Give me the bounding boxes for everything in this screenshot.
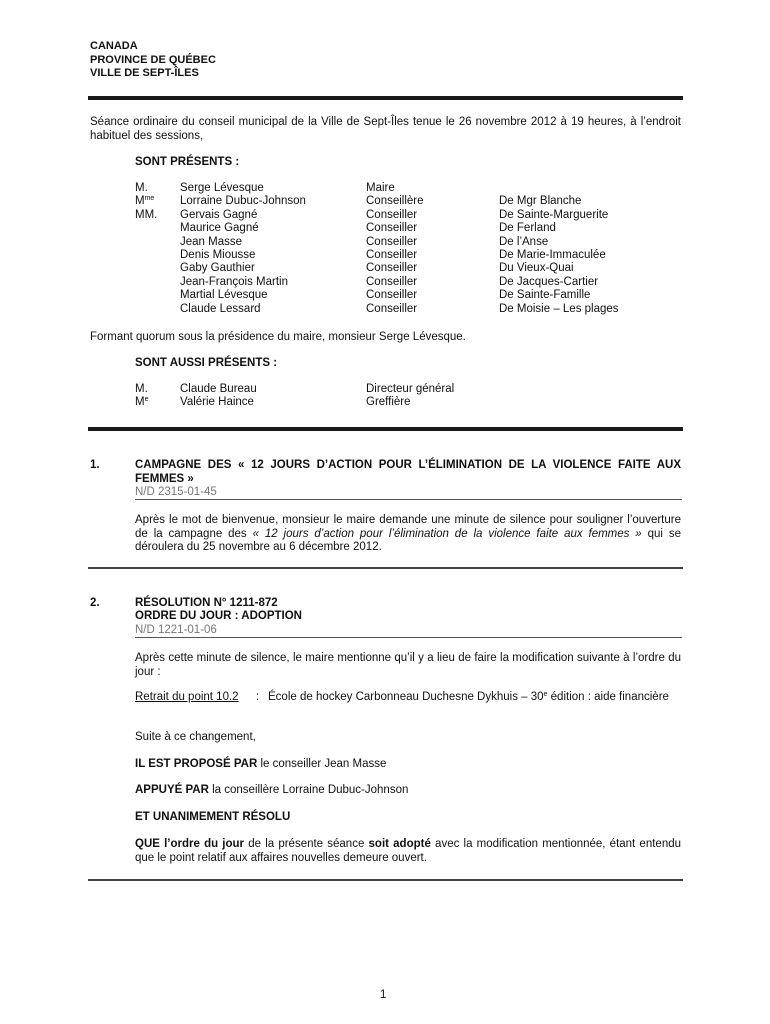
section2-transition: Suite à ce changement,	[135, 731, 256, 743]
attendee-district: De Marie-Immaculée	[499, 249, 606, 261]
resolved-line: ET UNANIMEMENT RÉSOLU	[135, 811, 291, 823]
attendee-name: Serge Lévesque	[180, 182, 264, 194]
attendee-role: Conseiller	[366, 208, 418, 221]
attendee-role: Conseiller	[366, 289, 418, 302]
seconded-by: la conseillère Lorraine Dubuc-Johnson	[208, 784, 409, 796]
attendee-title	[135, 396, 149, 410]
attendee-role: Conseiller	[366, 262, 418, 275]
attendee-title	[135, 209, 157, 223]
section1-reference: N/D 2315-01-45	[135, 486, 217, 498]
attendee-name: Claude Bureau	[180, 383, 257, 395]
attendee-role: Conseiller	[366, 235, 418, 248]
attendee-title-text: MM.	[135, 208, 158, 221]
attendee-role: Maire	[366, 182, 395, 194]
section-divider-3	[88, 879, 683, 881]
section2-underline	[135, 637, 682, 638]
quorum-text: Formant quorum sous la présidence du maire, monsieur Serge Lévesque.	[90, 331, 466, 343]
attendee-role: Conseillère	[366, 195, 424, 208]
attendee-row	[0, 303, 770, 317]
header-province: PROVINCE DE QUÉBEC	[90, 53, 216, 66]
resolution-rest: avec la modification mentionnée, étant entendu que le point relatif aux affaires nouvelles demeure ouvert.	[135, 838, 682, 864]
withdraw-colon: :	[256, 691, 260, 703]
section-divider-2	[88, 567, 683, 569]
section1-body	[135, 514, 681, 555]
attendee-role: Greffière	[366, 396, 411, 409]
attendee-name: Gaby Gauthier	[180, 262, 255, 275]
page-number: 1	[380, 989, 387, 1001]
attendee-row	[0, 383, 770, 397]
seconded-label: APPUYÉ PAR	[135, 784, 209, 796]
attendee-title-text: M.	[135, 383, 148, 395]
section1-title: CAMPAGNE DES « 12 JOURS D’ACTION POUR L’ÉLIMINATION DE LA VIOLENCE FAITE AUX FEMMES »	[135, 459, 681, 485]
attendee-name: Valérie Haince	[180, 396, 254, 409]
attendee-district: De Moisie – Les plages	[499, 302, 619, 315]
attendee-district: De Jacques-Cartier	[499, 275, 599, 288]
section2-resolution-number: RÉSOLUTION N° 1211-872	[135, 597, 278, 609]
resolution-text	[135, 838, 681, 865]
attendee-title	[135, 195, 154, 209]
attendee-row	[0, 236, 770, 250]
seconded-line	[135, 784, 408, 798]
header-city: VILLE DE SEPT-ÎLES	[90, 67, 199, 79]
attendee-row	[0, 182, 770, 196]
attendee-name: Claude Lessard	[180, 302, 261, 315]
attendee-row	[0, 262, 770, 276]
present-heading: SONT PRÉSENTS :	[135, 156, 240, 168]
attendee-row	[0, 222, 770, 236]
attendee-title-superscript: e	[144, 396, 149, 404]
attendee-role: Conseiller	[366, 249, 418, 261]
attendee-name: Gervais Gagné	[180, 208, 258, 221]
attendee-name: Jean-François Martin	[180, 275, 289, 288]
attendee-title-text: M	[135, 195, 145, 208]
attendee-row	[0, 396, 770, 410]
section1-campaign-title: « 12 jours d’action pour l’élimination de la violence faite aux femmes »	[252, 527, 642, 540]
section-divider	[88, 427, 683, 431]
resolution-verb: soit adopté	[368, 838, 431, 850]
resolution-mid: de la présente séance	[244, 838, 369, 850]
attendee-role: Directeur général	[366, 383, 455, 395]
attendee-role: Conseiller	[366, 222, 418, 235]
proposed-by: le conseiller Jean Masse	[257, 758, 387, 770]
withdraw-item	[268, 691, 681, 705]
attendee-title-superscript: me	[144, 195, 155, 203]
withdraw-label: Retrait du point 10.2	[135, 691, 239, 703]
attendee-name: Jean Masse	[180, 235, 243, 248]
intro-paragraph: Séance ordinaire du conseil municipal de la Ville de Sept-Îles tenue le 26 novembre 2012 à 19 heures, à l’endroit habituel des sessions,	[90, 116, 681, 142]
proposed-label: IL EST PROPOSÉ PAR	[135, 758, 258, 770]
also-present-heading: SONT AUSSI PRÉSENTS :	[135, 357, 278, 369]
attendee-row	[0, 195, 770, 209]
attendee-row	[0, 209, 770, 223]
attendee-name: Maurice Gagné	[180, 222, 259, 235]
withdraw-ordinal: e	[543, 691, 548, 698]
attendee-title-text: M	[135, 396, 145, 409]
document-header	[90, 40, 216, 81]
attendee-row	[0, 276, 770, 290]
withdraw-text: École de hockey Carbonneau Duchesne Dykhuis – 30	[268, 691, 544, 703]
section2-number: 2.	[90, 597, 100, 609]
section1-number: 1.	[90, 459, 100, 471]
section2-intro: Après cette minute de silence, le maire mentionne qu’il y a lieu de faire la modification suivante à l’ordre du jour :	[135, 652, 681, 678]
attendee-title-text: M.	[135, 182, 148, 194]
attendee-district: De Ferland	[499, 222, 556, 235]
proposed-line	[135, 758, 386, 772]
withdraw-text-end: édition : aide financière	[547, 691, 669, 703]
header-country: CANADA	[90, 40, 138, 52]
attendee-district: De l’Anse	[499, 235, 549, 248]
attendee-district: De Sainte-Marguerite	[499, 208, 609, 221]
attendee-district: De Mgr Blanche	[499, 195, 582, 208]
attendee-name: Lorraine Dubuc-Johnson	[180, 195, 306, 208]
section1-underline	[135, 499, 682, 500]
attendee-name: Denis Miousse	[180, 249, 256, 261]
section1-body-dates: qui se déroulera du 25 novembre au 6 décembre 2012.	[135, 527, 681, 553]
attendee-role: Conseiller	[366, 275, 418, 288]
section2-title: ORDRE DU JOUR : ADOPTION	[135, 610, 302, 622]
attendee-row	[0, 249, 770, 263]
section2-reference: N/D 1221-01-06	[135, 624, 217, 636]
attendee-row	[0, 289, 770, 303]
header-divider	[88, 96, 683, 100]
attendee-district: De Sainte-Famille	[499, 289, 591, 302]
attendee-role: Conseiller	[366, 302, 418, 315]
attendee-name: Martial Lévesque	[180, 289, 268, 302]
attendee-title	[135, 383, 148, 397]
attendee-title	[135, 182, 148, 196]
attendee-district: Du Vieux-Quai	[499, 262, 574, 275]
resolution-subject: QUE l’ordre du jour	[135, 838, 245, 850]
section1-body-text: Après le mot de bienvenue, monsieur le maire demande une minute de silence pour souligner l’ouverture de la campagne des	[135, 514, 681, 540]
